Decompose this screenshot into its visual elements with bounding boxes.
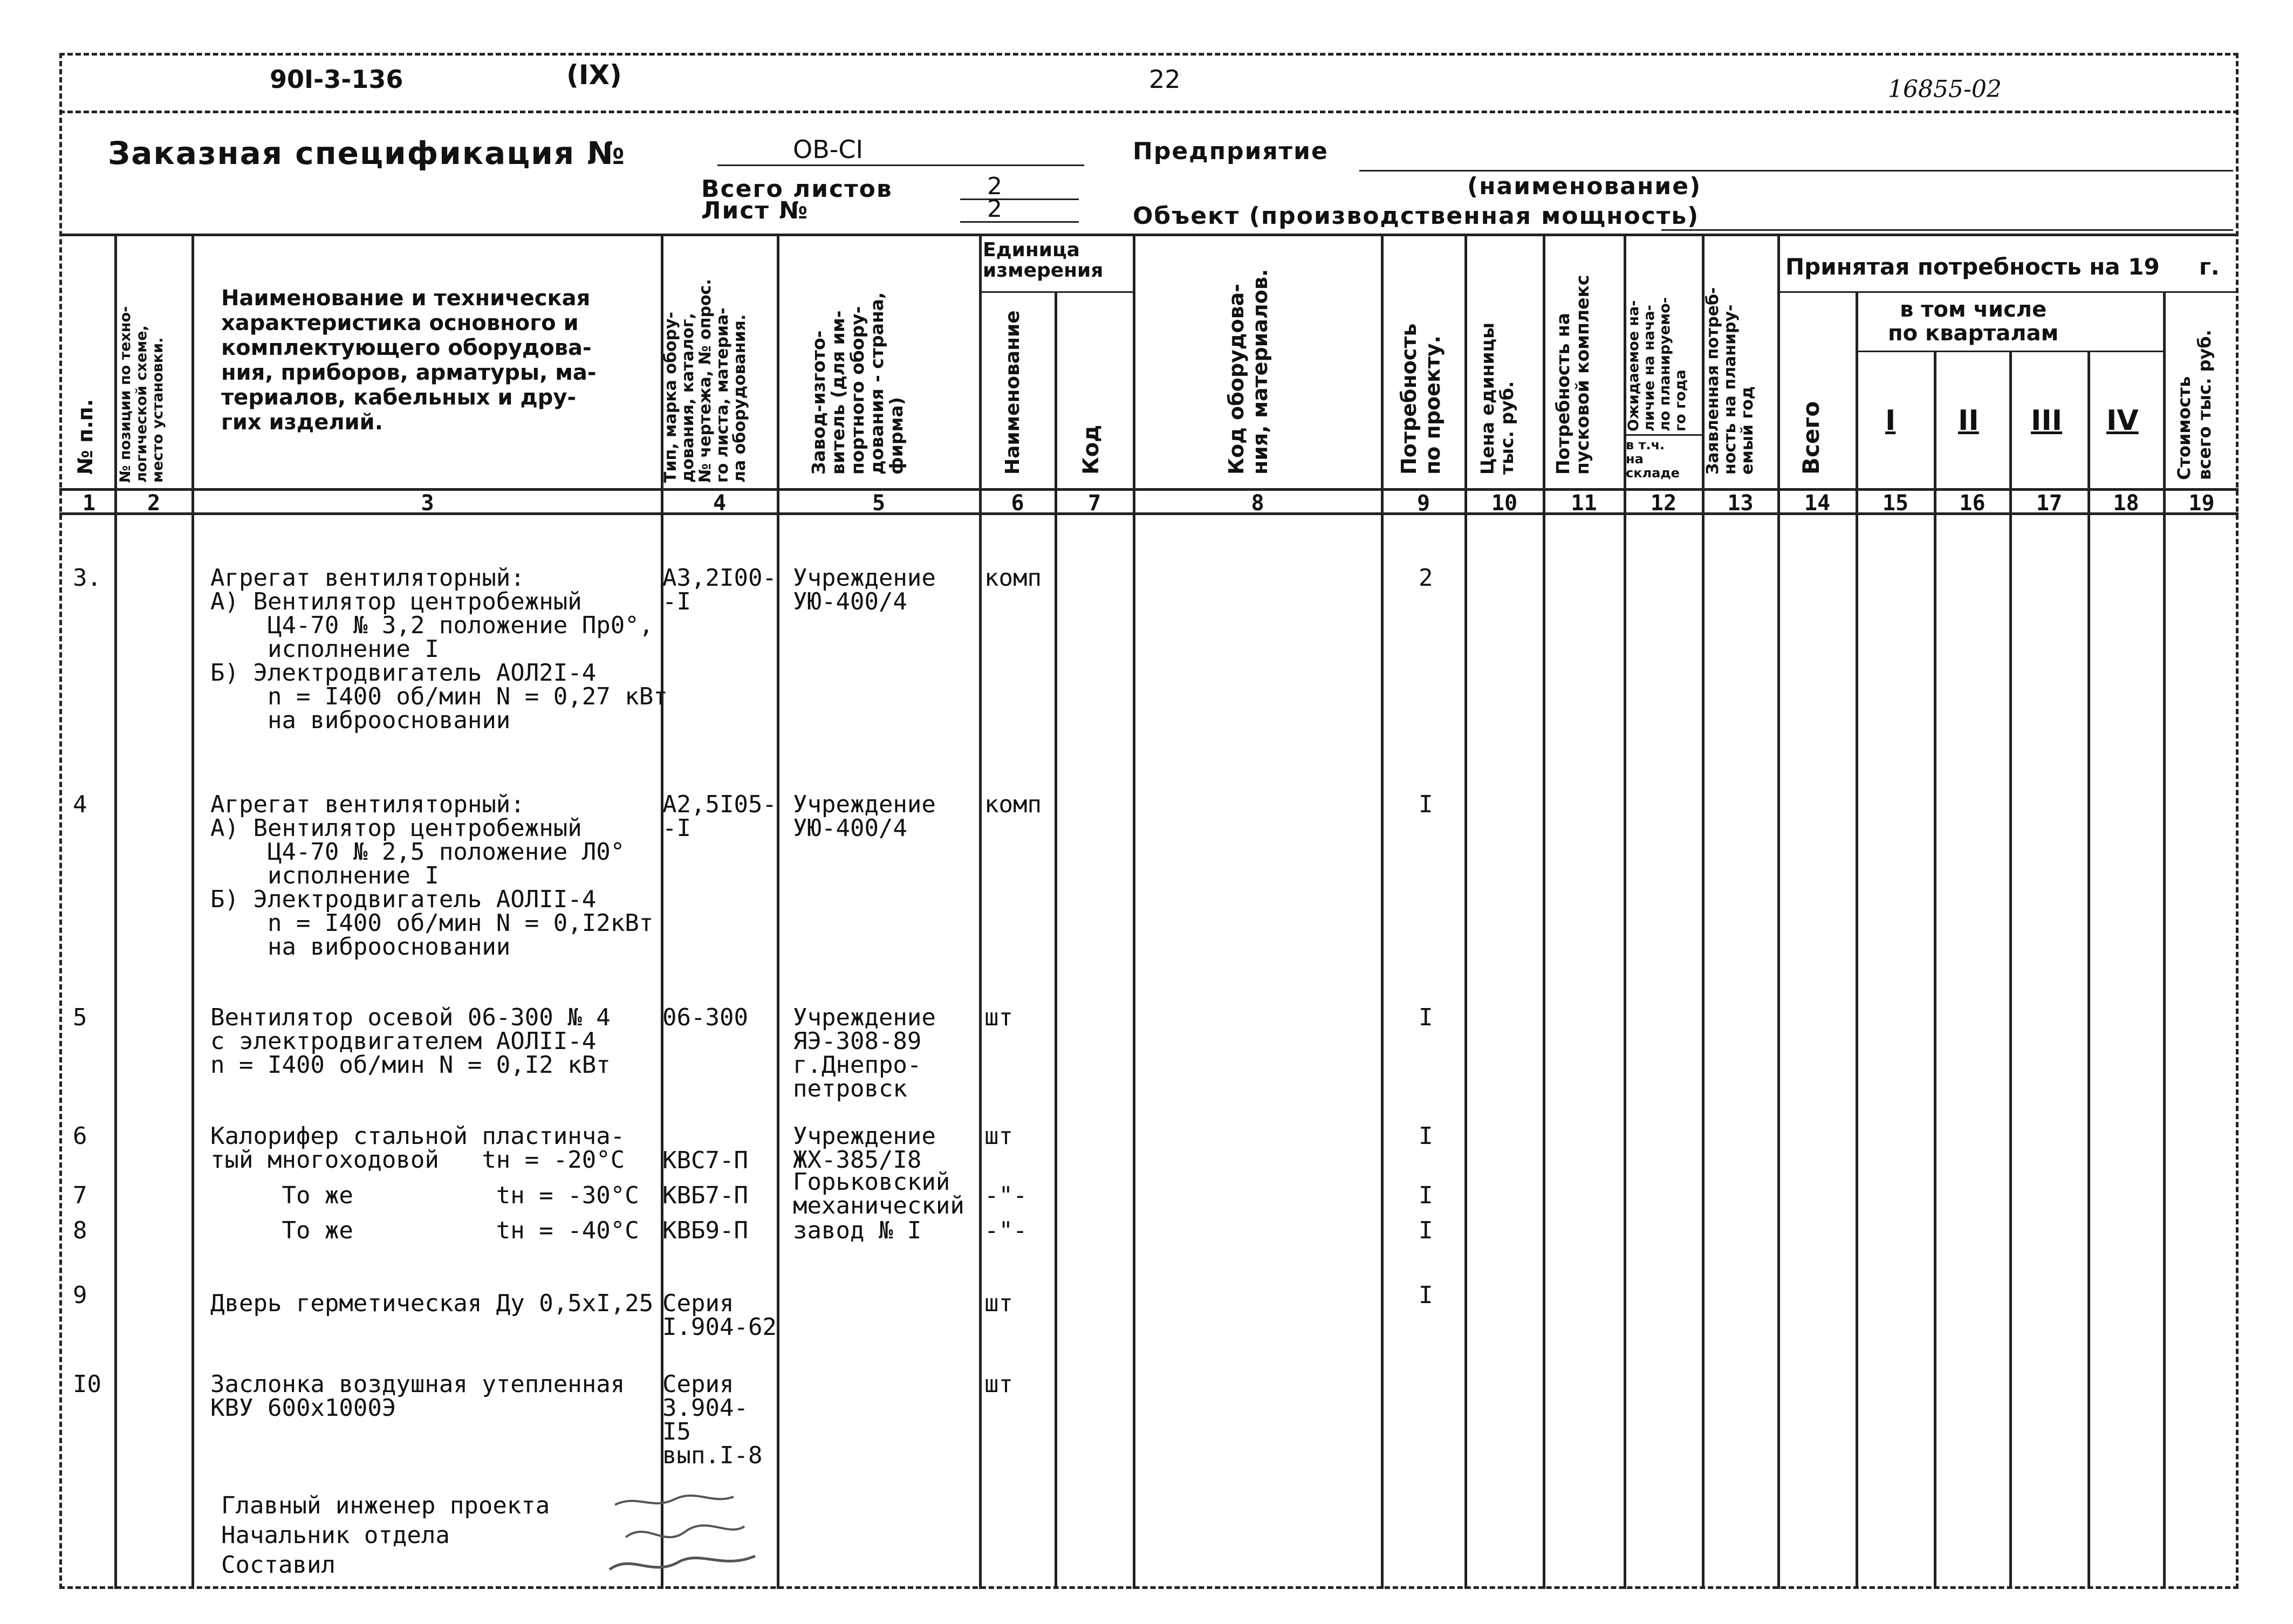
row-type: Серия 3.904- I5 вып.I-8: [662, 1371, 763, 1469]
colnum-17: 17: [2036, 491, 2063, 516]
colnum-10: 10: [1491, 491, 1518, 516]
colnum-4: 4: [713, 491, 727, 516]
row-unit: шт: [984, 1004, 1013, 1031]
row-type: А3,2I00- -I: [662, 564, 777, 615]
row-type: 06-300: [662, 1004, 748, 1031]
row-maker: Учреждение ЯЭ-308-89 г.Днепро- петровск: [793, 1004, 936, 1102]
row-type: Серия I.904-62: [662, 1290, 777, 1341]
spec-number: ОВ-СI: [793, 135, 864, 164]
header-accepted: Принятая потребность на 19 г.: [1785, 253, 2220, 280]
row-unit: шт: [984, 1371, 1013, 1398]
row-description: То же tн = -40°С: [210, 1217, 639, 1244]
row-maker: Учреждение УЮ-400/4: [793, 564, 936, 615]
row-qty: I: [1419, 1217, 1433, 1244]
header-q1: I: [1885, 405, 1896, 437]
row-number: 7: [73, 1182, 87, 1209]
colnum-18: 18: [2113, 491, 2139, 516]
row-maker: Горьковский механический: [793, 1168, 964, 1219]
enterprise-underline: [1359, 170, 2233, 172]
row-description: Вентилятор осевой 06-300 № 4 с электродвигателем АОЛII-4 n = I400 об/мин N = 0,I2 кВт: [210, 1004, 611, 1079]
row-qty: I: [1419, 791, 1433, 818]
col-rule-7: [1133, 234, 1135, 1589]
colnum-13: 13: [1727, 491, 1754, 516]
naming-label: (наименование): [1467, 173, 1702, 200]
sheet-underline: [960, 221, 1079, 223]
colnum-11: 11: [1571, 491, 1597, 516]
table-top-rule: [59, 234, 2239, 236]
row-number: 4: [73, 791, 87, 818]
col-rule-5: [979, 234, 982, 1589]
total-sheets-underline: [960, 198, 1079, 200]
header-c6: Наименование: [1002, 310, 1024, 475]
header-c2: № позиции по техно- логической схеме, место установки.: [117, 306, 166, 483]
header-c9: Потребность по проекту.: [1397, 323, 1445, 475]
sheet-number: 2: [987, 195, 1002, 223]
stock-subrule: [1624, 434, 1702, 436]
object-underline: [1661, 229, 2233, 231]
col-rule-11: [1624, 234, 1626, 1589]
header-c13: Заявленная потреб- ность на планиру- емый год: [1703, 287, 1757, 475]
colnum-14: 14: [1804, 491, 1831, 516]
colnum-8: 8: [1251, 491, 1264, 516]
row-qty: I: [1419, 1004, 1433, 1031]
row-unit: комп: [984, 791, 1042, 818]
top-divider: [59, 111, 2239, 113]
handwritten-signatures: [604, 1489, 809, 1586]
row-description: Агрегат вентиляторный: А) Вентилятор центробежный Ц4-70 № 3,2 положение Пр0°, исполнение I Б) Электродвигатель АОЛ2I-4 n = I400 об/мин N = 0,27 кВт на виброосновании: [210, 564, 668, 734]
spec-title: Заказная спецификация №: [108, 135, 626, 172]
col-rule-6: [1055, 291, 1057, 1589]
row-unit: шт: [984, 1122, 1013, 1150]
doc-code: 90I-3-136: [270, 65, 403, 94]
row-type: КВБ7-П: [662, 1182, 748, 1209]
row-qty: I: [1419, 1122, 1433, 1150]
row-unit: -"-: [984, 1182, 1028, 1209]
col-rule-8: [1381, 234, 1384, 1589]
colnum-6: 6: [1011, 491, 1024, 516]
compiled-label: Составил: [221, 1551, 336, 1579]
header-c7: Код: [1079, 424, 1104, 475]
row-type: А2,5I05- -I: [662, 791, 777, 842]
colnum-15: 15: [1882, 491, 1909, 516]
row-qty: I: [1419, 1182, 1433, 1209]
row-maker: Учреждение ЖХ-385/I8: [793, 1122, 936, 1174]
col-rule-9: [1464, 234, 1467, 1589]
total-sheets: 2: [987, 173, 1002, 200]
row-description: Агрегат вентиляторный: А) Вентилятор центробежный Ц4-70 № 2,5 положение Л0° исполнение I Б) Электродвигатель АОЛII-4 n = I400 об/мин N = 0,I2кВт на виброосновании: [210, 791, 654, 961]
colnum-5: 5: [872, 491, 886, 516]
row-maker: Учреждение УЮ-400/4: [793, 791, 936, 842]
header-quarters-group: в том числе по кварталам: [1888, 297, 2059, 346]
colnum-3: 3: [421, 491, 434, 516]
header-c12-sub: в т.ч. на складе: [1626, 437, 1680, 481]
chief-engineer-label: Главный инженер проекта: [221, 1492, 550, 1519]
col-rule-10: [1543, 234, 1545, 1589]
colnum-16: 16: [1959, 491, 1986, 516]
accepted-rule: [1777, 291, 2239, 293]
row-type: КВС7-П: [662, 1147, 748, 1174]
row-unit: шт: [984, 1290, 1013, 1317]
col-rule-18: [2163, 291, 2166, 1589]
col-rule-16: [2009, 351, 2012, 1589]
colnum-19: 19: [2188, 491, 2215, 516]
row-number: 9: [73, 1282, 87, 1309]
row-description: Калорифер стальной пластинча- тый многоходовой tн = -20°С: [210, 1122, 625, 1174]
row-qty: I: [1419, 1282, 1433, 1309]
col-rule-15: [1934, 351, 1936, 1589]
colnum-12: 12: [1650, 491, 1677, 516]
header-c8: Код оборудова- ния, материалов.: [1224, 269, 1272, 475]
header-c10: Цена единицы тыс. руб.: [1477, 323, 1517, 475]
header-c1: № п.п.: [73, 399, 97, 475]
row-unit: комп: [984, 564, 1042, 592]
row-number: 5: [73, 1004, 87, 1031]
row-maker: завод № I: [793, 1217, 922, 1244]
row-unit: -"-: [984, 1217, 1028, 1244]
header-c4: Тип, марка обору- дования, каталог, № чертежа, № опрос. го листа, материа- ла оборудования.: [661, 279, 749, 483]
colnum-7: 7: [1087, 491, 1101, 516]
dept-head-label: Начальник отдела: [221, 1522, 450, 1549]
header-q2: II: [1958, 405, 1979, 437]
total-sheets-label: Всего листов: [701, 175, 893, 203]
row-description: Заслонка воздушная утепленная КВУ 600x1000Э: [210, 1371, 625, 1422]
row-qty: 2: [1419, 564, 1433, 592]
header-q4: IV: [2106, 405, 2139, 437]
header-unit-group: Единица измерения: [983, 239, 1104, 282]
row-type: КВБ9-П: [662, 1217, 748, 1244]
colnum-9: 9: [1416, 491, 1430, 516]
header-c3: Наименование и техническая характеристика основного и комплектующего оборудова- ния, приборов, арматуры, ма- териалов, кабельных и дру- гих изделий.: [221, 286, 597, 435]
header-c11: Потребность на пусковой комплекс: [1552, 275, 1593, 475]
header-c12: Ожидаемое на- личие на нача- ло планируемо- го года: [1625, 297, 1689, 431]
col-rule-2: [191, 234, 194, 1589]
colnum-1: 1: [82, 491, 96, 516]
header-q3: III: [2031, 405, 2063, 437]
col-rule-17: [2087, 351, 2090, 1589]
spec-number-underline: [717, 165, 1084, 166]
col-rule-14: [1856, 291, 1858, 1589]
row-number: 8: [73, 1217, 87, 1244]
colnum-2: 2: [147, 491, 161, 516]
header-c14: Всего: [1798, 401, 1824, 475]
row-description: Дверь герметическая Ду 0,5xI,25: [210, 1290, 654, 1317]
page-number: 22: [1149, 65, 1181, 94]
col-rule-4: [777, 234, 779, 1589]
object-label: Объект (производственная мощность): [1133, 202, 1700, 230]
header-c19: Стоимость всего тыс. руб.: [2174, 330, 2215, 480]
enterprise-label: Предприятие: [1133, 138, 1329, 165]
row-number: 6: [73, 1122, 87, 1150]
doc-part: (IX): [566, 59, 622, 91]
row-number: I0: [73, 1371, 101, 1398]
col-rule-13: [1777, 234, 1780, 1589]
sheet-label: Лист №: [701, 197, 809, 224]
header-c5: Завод-изгото- витель (для им- портного обору- дования - страна, фирма): [808, 292, 907, 475]
row-description: То же tн = -30°С: [210, 1182, 639, 1209]
archive-number: 16855-02: [1888, 76, 2002, 103]
row-number: 3.: [73, 564, 101, 592]
